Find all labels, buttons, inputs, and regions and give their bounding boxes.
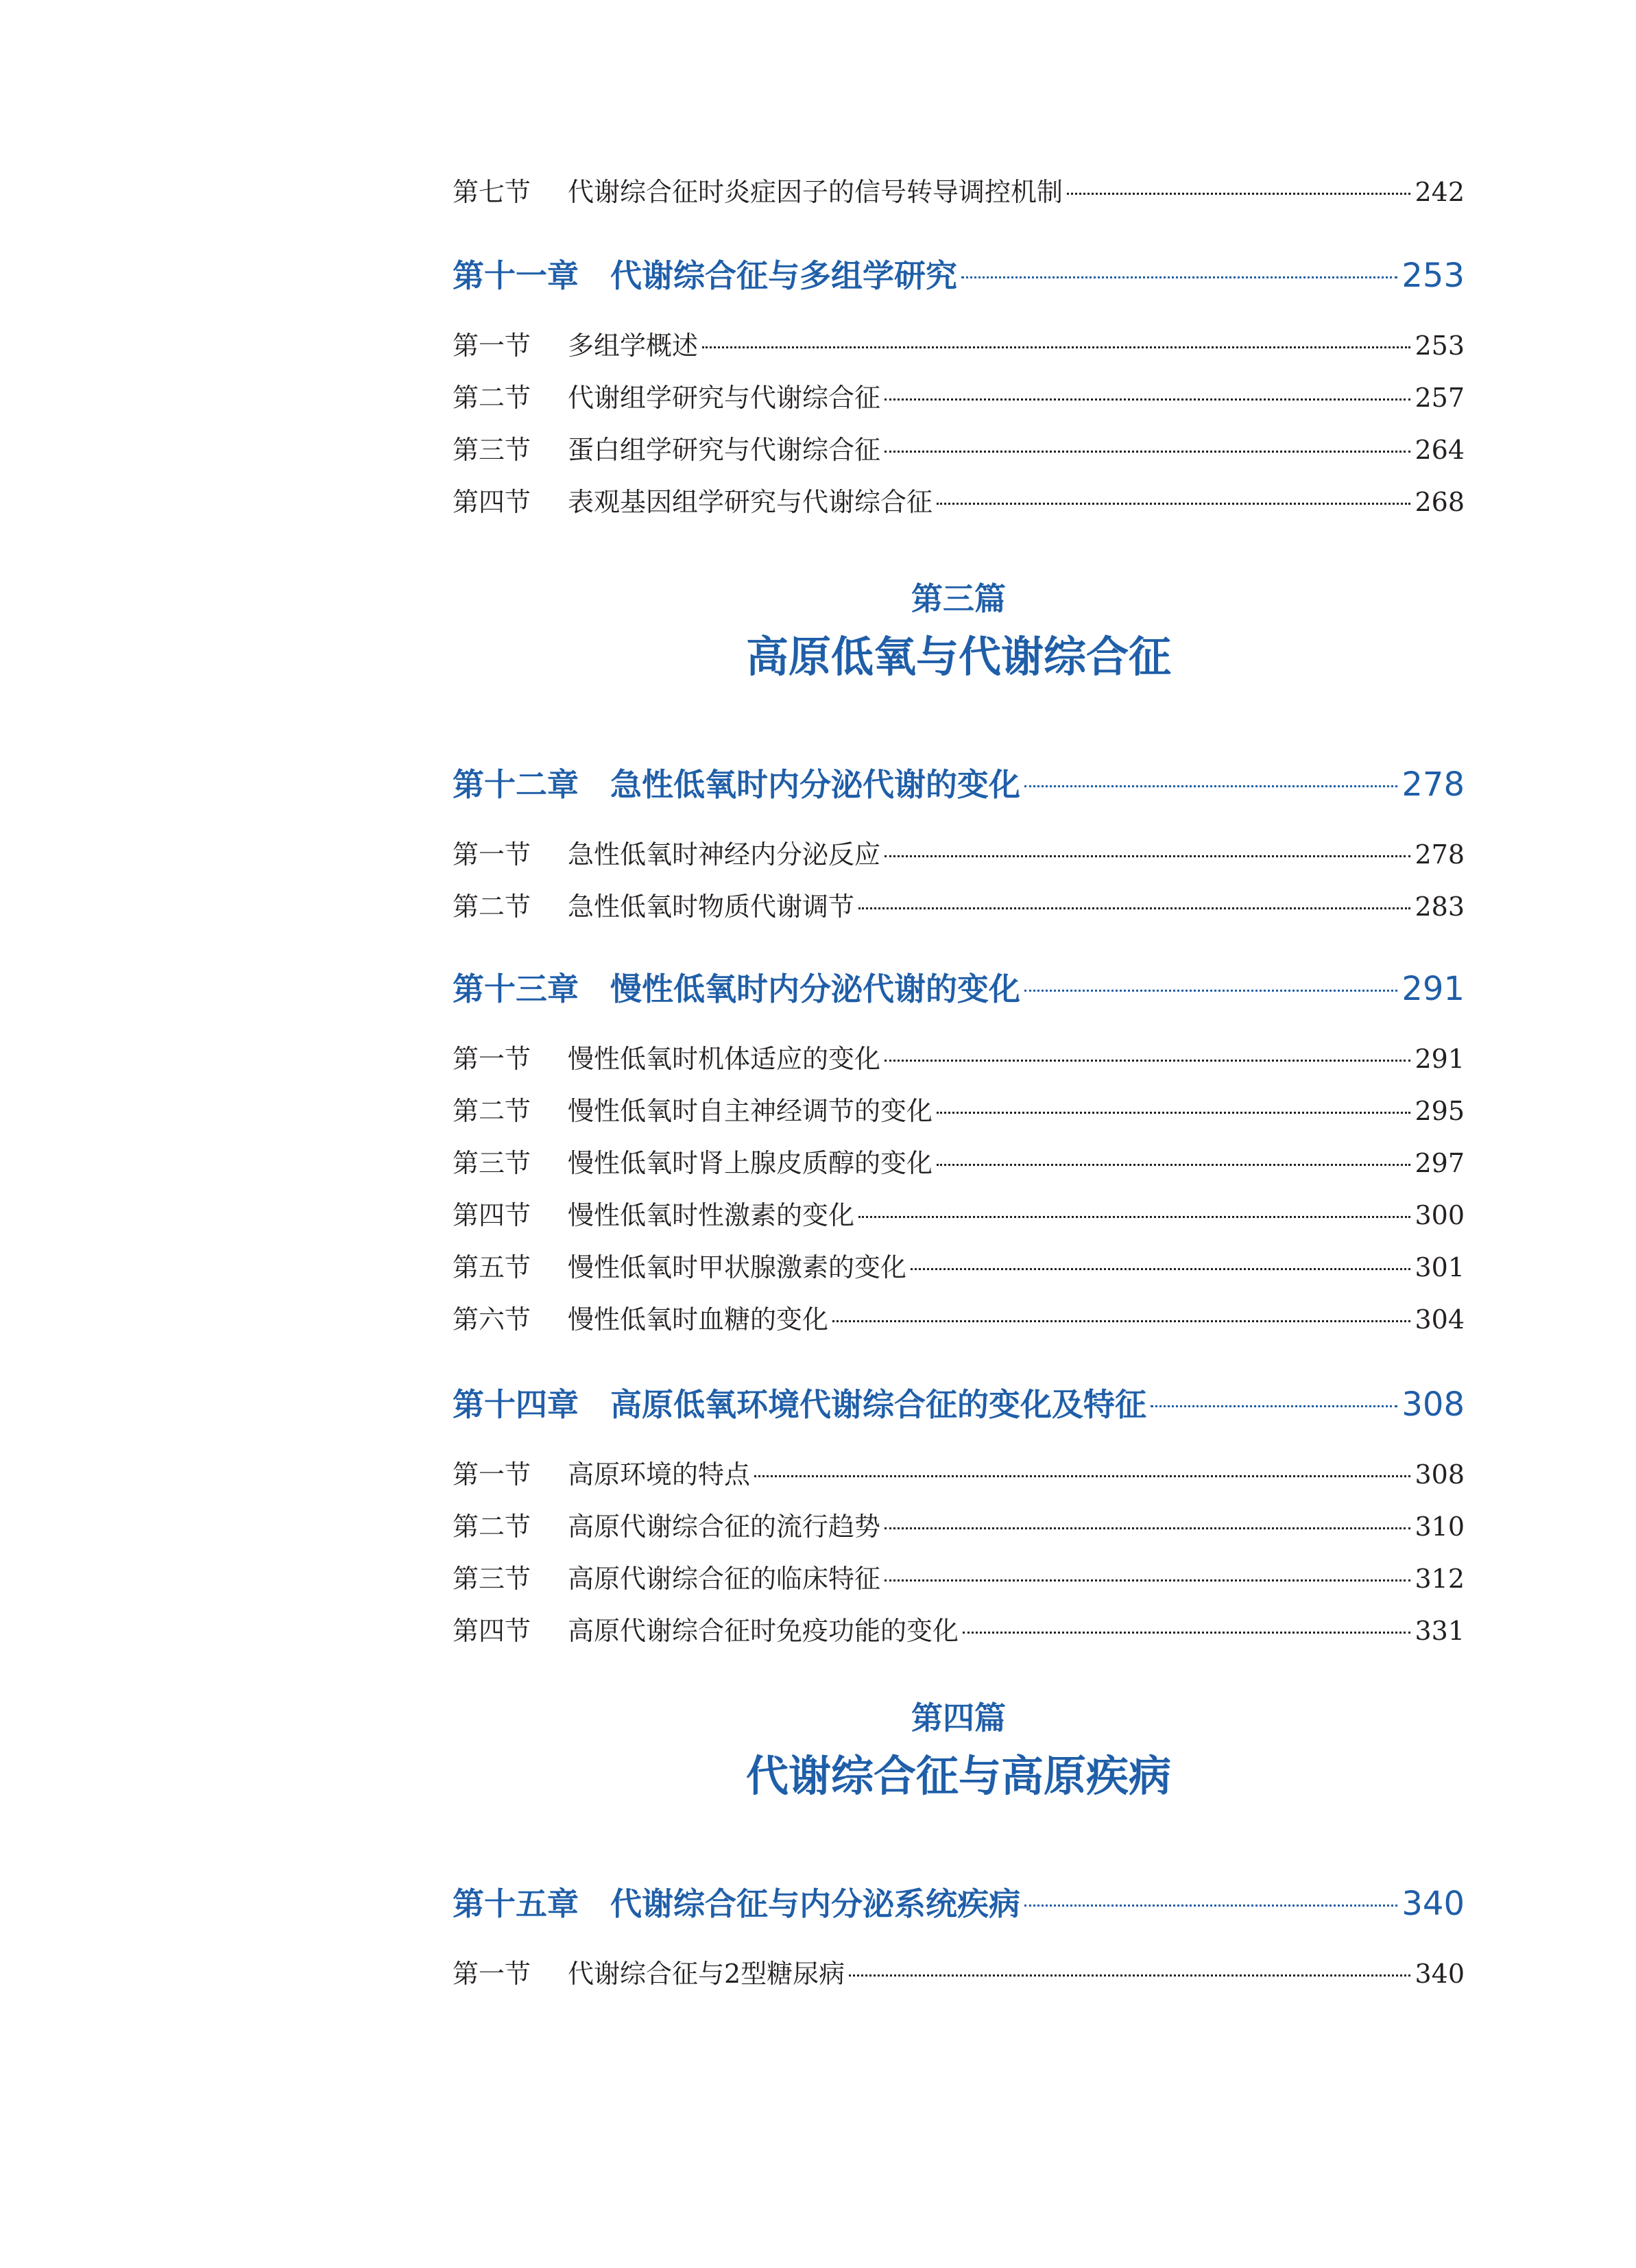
section-number: 第二节 <box>453 892 531 922</box>
section-title: 代谢综合征时炎症因子的信号转导调控机制 <box>568 177 1063 207</box>
page-number: 257 <box>1415 383 1465 413</box>
page-number: 310 <box>1415 1512 1465 1542</box>
page-number: 300 <box>1415 1200 1465 1230</box>
chapter-number: 第十二章 <box>453 766 579 803</box>
section-number: 第一节 <box>453 331 531 361</box>
section-title: 代谢组学研究与代谢综合征 <box>568 383 881 413</box>
section-title: 高原代谢综合征的临床特征 <box>568 1564 881 1594</box>
section-title: 慢性低氧时肾上腺皮质醇的变化 <box>568 1148 933 1178</box>
toc-section-entry[interactable] <box>453 166 1465 218</box>
chapter-title: 急性低氧时内分泌代谢的变化 <box>610 766 1020 803</box>
toc-section-entry[interactable] <box>453 1448 1465 1501</box>
section-number: 第六节 <box>453 1304 531 1335</box>
section-number: 第四节 <box>453 1200 531 1230</box>
toc-section-entry[interactable] <box>453 1189 1465 1241</box>
dot-leader <box>754 1475 1410 1477</box>
page-number: 308 <box>1402 1385 1465 1424</box>
toc-section-entry[interactable] <box>453 1948 1465 2000</box>
section-title: 慢性低氧时机体适应的变化 <box>568 1044 881 1074</box>
page-number: 304 <box>1415 1304 1465 1335</box>
page-number: 312 <box>1415 1564 1465 1594</box>
section-title: 慢性低氧时性激素的变化 <box>568 1200 855 1230</box>
toc-section-entry[interactable] <box>453 1605 1465 1657</box>
section-number: 第一节 <box>453 1459 531 1490</box>
section-number: 第一节 <box>453 1044 531 1074</box>
page-number: 278 <box>1415 839 1465 870</box>
chapter-title: 代谢综合征与多组学研究 <box>610 257 957 294</box>
section-title: 高原环境的特点 <box>568 1459 751 1490</box>
section-list <box>453 828 1465 933</box>
part-title: 代谢综合征与高原疾病 <box>745 1751 1171 1801</box>
toc-section-entry[interactable] <box>453 320 1465 372</box>
page-number: 278 <box>1402 765 1465 804</box>
dot-leader <box>937 1112 1410 1114</box>
toc-section-entry[interactable] <box>453 1137 1465 1189</box>
section-number: 第三节 <box>453 435 531 465</box>
page-number: 268 <box>1415 487 1465 517</box>
page-number: 253 <box>1402 256 1465 295</box>
section-title: 慢性低氧时血糖的变化 <box>568 1304 829 1335</box>
section-list <box>453 1948 1465 2000</box>
dot-leader <box>849 1974 1410 1977</box>
section-list <box>453 1033 1465 1346</box>
section-title: 高原代谢综合征时免疫功能的变化 <box>568 1616 959 1646</box>
toc-chapter-entry[interactable] <box>453 241 1465 310</box>
section-number: 第四节 <box>453 487 531 517</box>
section-number: 第三节 <box>453 1148 531 1178</box>
section-number: 第三节 <box>453 1564 531 1594</box>
chapter-number: 第十三章 <box>453 970 579 1007</box>
section-number: 第二节 <box>453 1096 531 1126</box>
toc-section-entry[interactable] <box>453 424 1465 476</box>
section-list <box>453 320 1465 528</box>
section-number: 第一节 <box>453 1959 531 1989</box>
dot-leader <box>858 907 1410 909</box>
dot-leader <box>885 1060 1410 1062</box>
section-title: 慢性低氧时甲状腺激素的变化 <box>568 1252 907 1282</box>
page-number: 301 <box>1415 1252 1465 1282</box>
page-number: 242 <box>1415 177 1465 207</box>
toc-section-entry[interactable] <box>453 1293 1465 1346</box>
section-title: 代谢综合征与2型糖尿病 <box>568 1959 845 1989</box>
page-number: 291 <box>1402 970 1465 1008</box>
toc-section-entry[interactable] <box>453 1241 1465 1293</box>
page-number: 291 <box>1415 1044 1465 1074</box>
dot-leader <box>937 503 1410 505</box>
dot-leader <box>702 346 1410 348</box>
section-title: 蛋白组学研究与代谢综合征 <box>568 435 881 465</box>
chapter-title: 代谢综合征与内分泌系统疾病 <box>610 1885 1020 1922</box>
toc-section-entry[interactable] <box>453 881 1465 933</box>
toc-chapter-entry[interactable] <box>453 1370 1465 1439</box>
dot-leader <box>1151 1405 1397 1407</box>
dot-leader <box>885 398 1410 401</box>
toc-chapter-entry[interactable] <box>453 1870 1465 1938</box>
page-number: 340 <box>1415 1959 1465 1989</box>
toc-section-entry[interactable] <box>453 1501 1465 1553</box>
dot-leader <box>963 1632 1410 1634</box>
toc-chapter-entry[interactable] <box>453 750 1465 819</box>
section-title: 急性低氧时物质代谢调节 <box>568 892 855 922</box>
part-title: 高原低氧与代谢综合征 <box>745 632 1171 682</box>
section-number: 第一节 <box>453 839 531 870</box>
page-number: 264 <box>1415 435 1465 465</box>
part-heading <box>453 575 1465 691</box>
section-number: 第五节 <box>453 1252 531 1282</box>
part-heading <box>453 1694 1465 1811</box>
section-title: 多组学概述 <box>568 331 699 361</box>
part-label: 第四篇 <box>911 1699 1006 1736</box>
dot-leader <box>885 1527 1410 1529</box>
dot-leader <box>858 1216 1410 1218</box>
dot-leader <box>911 1268 1410 1270</box>
section-title: 急性低氧时神经内分泌反应 <box>568 839 881 870</box>
dot-leader <box>885 451 1410 453</box>
page-number: 297 <box>1415 1148 1465 1178</box>
section-title: 慢性低氧时自主神经调节的变化 <box>568 1096 933 1126</box>
toc-section-entry[interactable] <box>453 1033 1465 1085</box>
chapter-number: 第十五章 <box>453 1885 579 1922</box>
dot-leader <box>885 855 1410 857</box>
page-number: 295 <box>1415 1096 1465 1126</box>
toc-section-entry[interactable] <box>453 372 1465 424</box>
chapter-title: 慢性低氧时内分泌代谢的变化 <box>610 970 1020 1007</box>
dot-leader <box>961 276 1397 278</box>
part-label: 第三篇 <box>911 580 1006 617</box>
section-title: 表观基因组学研究与代谢综合征 <box>568 487 933 517</box>
dot-leader <box>1067 193 1410 195</box>
page-number: 331 <box>1415 1616 1465 1646</box>
toc-chapter-entry[interactable] <box>453 955 1465 1023</box>
section-number: 第二节 <box>453 383 531 413</box>
section-list <box>453 166 1465 218</box>
dot-leader <box>832 1320 1410 1322</box>
page-number: 308 <box>1415 1459 1465 1490</box>
section-number: 第四节 <box>453 1616 531 1646</box>
toc-section-entry[interactable] <box>453 1085 1465 1137</box>
dot-leader <box>1024 990 1397 992</box>
section-list <box>453 1448 1465 1657</box>
dot-leader <box>1024 785 1397 787</box>
dot-leader <box>885 1579 1410 1581</box>
page-number: 253 <box>1415 331 1465 361</box>
page-number: 283 <box>1415 892 1465 922</box>
dot-leader <box>1024 1905 1397 1907</box>
page-number: 340 <box>1402 1885 1465 1923</box>
toc-section-entry[interactable] <box>453 1553 1465 1605</box>
section-number: 第二节 <box>453 1512 531 1542</box>
section-number: 第七节 <box>453 177 531 207</box>
dot-leader <box>937 1164 1410 1166</box>
chapter-title: 高原低氧环境代谢综合征的变化及特征 <box>610 1386 1146 1423</box>
chapter-number: 第十四章 <box>453 1386 579 1423</box>
toc-section-entry[interactable] <box>453 828 1465 881</box>
chapter-number: 第十一章 <box>453 257 579 294</box>
toc-section-entry[interactable] <box>453 476 1465 528</box>
section-title: 高原代谢综合征的流行趋势 <box>568 1512 881 1542</box>
